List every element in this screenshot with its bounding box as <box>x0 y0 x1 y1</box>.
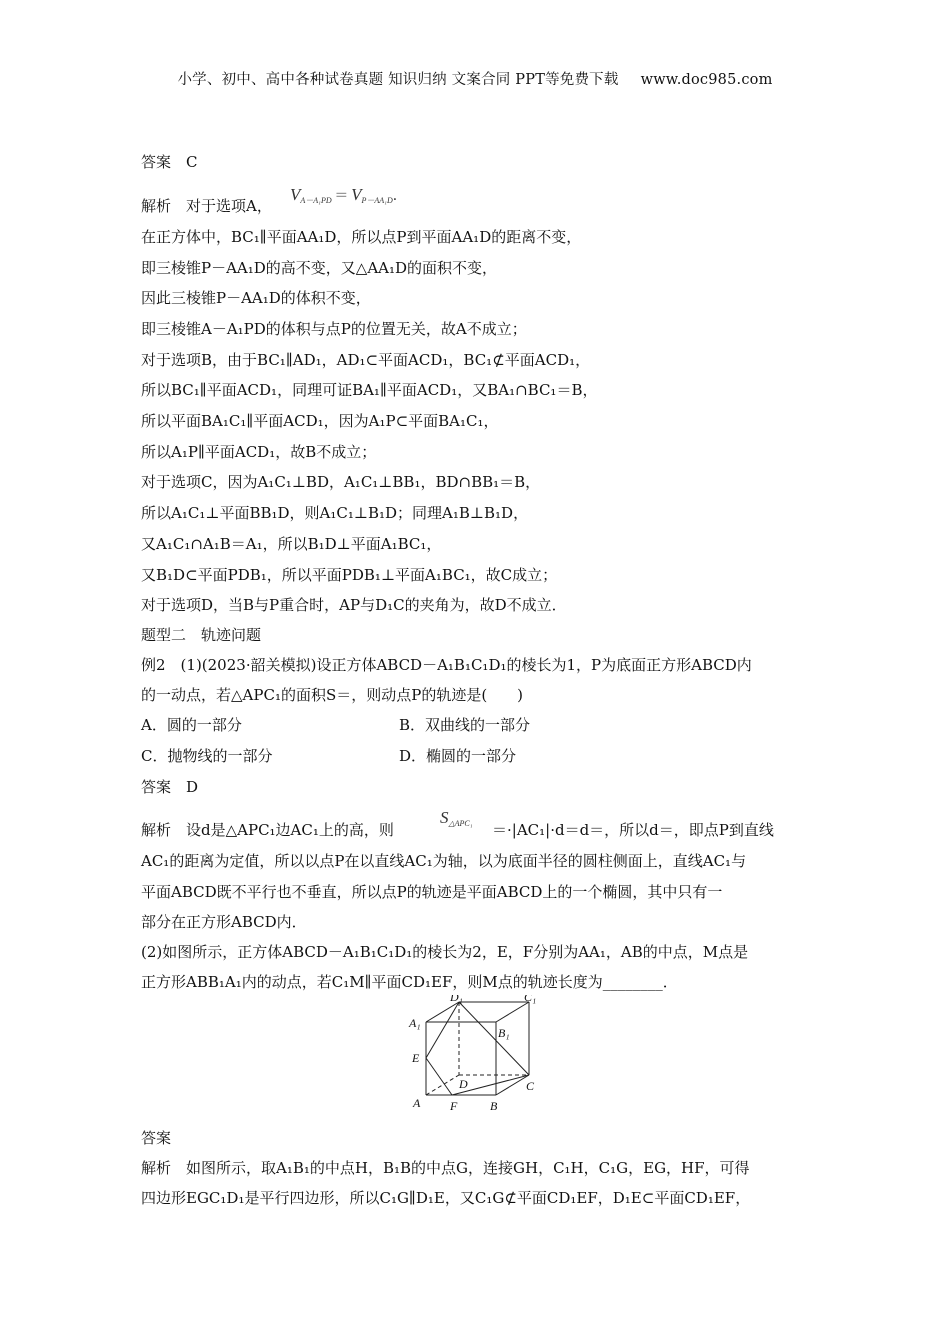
analysis-1-line-12: 又A₁C₁∩A₁B＝A₁，所以B₁D⊥平面A₁BC₁， <box>141 535 442 553</box>
analysis-1-line-8: 所以平面BA₁C₁∥平面ACD₁，因为A₁P⊂平面BA₁C₁， <box>141 412 499 430</box>
cube-figure <box>404 995 554 1124</box>
example-2-part-2-line-1: (2)如图所示，正方体ABCD－A₁B₁C₁D₁的棱长为2，E，F分别为AA₁，AB的中点，M点是 <box>141 943 749 961</box>
option-c: C．抛物线的一部分 <box>141 747 273 765</box>
option-d: D．椭圆的一部分 <box>399 747 517 765</box>
analysis-1-line-11: 所以A₁C₁⊥平面BB₁D，则A₁C₁⊥B₁D；同理A₁B⊥B₁D， <box>141 504 529 522</box>
analysis-1-line-7: 所以BC₁∥平面ACD₁，同理可证BA₁∥平面ACD₁，又BA₁∩BC₁＝B， <box>141 381 598 399</box>
label-a1: A₁ <box>409 1016 421 1030</box>
label-b: B <box>490 1099 498 1113</box>
analysis-1-line-14: 对于选项D，当B与P重合时，AP与D₁C的夹角为，故D不成立． <box>141 596 567 614</box>
option-a: A．圆的一部分 <box>141 716 242 734</box>
page-header <box>0 68 950 89</box>
analysis-1-line-13: 又B₁D⊂平面PDB₁，所以平面PDB₁⊥平面A₁BC₁，故C成立； <box>141 566 558 584</box>
example-2-stem-2: 的一动点，若△APC₁的面积S＝，则动点P的轨迹是( ) <box>141 686 524 704</box>
answer-3: 答案 <box>141 1129 172 1147</box>
label-c: C <box>526 1079 535 1093</box>
answer-1: 答案 C <box>141 153 198 171</box>
analysis-1-line-6: 对于选项B，由于BC₁∥AD₁，AD₁⊂平面ACD₁，BC₁⊄平面ACD₁， <box>141 351 591 369</box>
option-b: B．双曲线的一部分 <box>399 716 531 734</box>
analysis-1-line-4: 因此三棱锥P－AA₁D的体积不变， <box>141 289 371 307</box>
area-formula: $S_{\triangle APC_1}$ <box>440 808 473 828</box>
analysis-2-line-1a: 解析 设d是△APC₁边AC₁上的高，则 <box>141 821 394 839</box>
analysis-1-line-10: 对于选项C，因为A₁C₁⊥BD，A₁C₁⊥BB₁，BD∩BB₁＝B， <box>141 473 541 491</box>
answer-2: 答案 D <box>141 778 199 796</box>
analysis-1-line-2: 在正方体中，BC₁∥平面AA₁D，所以点P到平面AA₁D的距离不变， <box>141 228 582 246</box>
label-c1: C₁ <box>524 995 537 1004</box>
label-d1: D₁ <box>450 995 463 1004</box>
label-b1: B₁ <box>498 1026 510 1040</box>
analysis-2-line-4: 部分在正方形ABCD内． <box>141 913 307 931</box>
example-2-part-2-line-2: 正方形ABB₁A₁内的动点，若C₁M∥平面CD₁EF，则M点的轨迹长度为________． <box>141 973 678 991</box>
analysis-2-line-1b: ＝·|AC₁|·d＝d＝，所以d＝，即点P到直线 <box>492 821 774 839</box>
volume-formula: $V_{A-A_1PD} = V_{P-AA_1D}$． <box>290 185 407 205</box>
analysis-1-line-3: 即三棱锥P－AA₁D的高不变，又△AA₁D的面积不变， <box>141 259 498 277</box>
label-e: E <box>412 1051 420 1065</box>
label-a: A <box>413 1096 421 1110</box>
header-site-link[interactable]: www.doc985.com <box>640 72 773 88</box>
analysis-1-line-5: 即三棱锥A－A₁PD的体积与点P的位置无关，故A不成立； <box>141 320 527 338</box>
analysis-1-line-9: 所以A₁P∥平面ACD₁，故B不成立； <box>141 443 377 461</box>
analysis-2-line-3: 平面ABCD既不平行也不垂直，所以点P的轨迹是平面ABCD上的一个椭圆，其中只有一 <box>141 883 723 901</box>
analysis-1-intro: 解析 对于选项A， <box>141 197 272 215</box>
header-text: 小学、初中、高中各种试卷真题 知识归纳 文案合同 PPT等免费下载 <box>177 72 619 88</box>
analysis-3-line-1: 解析 如图所示，取A₁B₁的中点H，B₁B的中点G，连接GH，C₁H，C₁G，EG，HF，可得 <box>141 1159 750 1177</box>
label-d: D <box>459 1077 468 1091</box>
example-2-stem-1: 例2 (1)(2023·韶关模拟)设正方体ABCD－A₁B₁C₁D₁的棱长为1，P为底面正方形ABCD内 <box>141 656 752 674</box>
analysis-3-line-2: 四边形EGC₁D₁是平行四边形，所以C₁G∥D₁E，又C₁G⊄平面CD₁EF，D₁E⊂平面CD₁EF， <box>141 1189 751 1207</box>
analysis-2-line-2: AC₁的距离为定值，所以以点P在以直线AC₁为轴，以为底面半径的圆柱侧面上，直线AC₁与 <box>141 852 747 870</box>
section-title: 题型二 轨迹问题 <box>141 626 262 644</box>
label-f: F <box>450 1099 458 1113</box>
